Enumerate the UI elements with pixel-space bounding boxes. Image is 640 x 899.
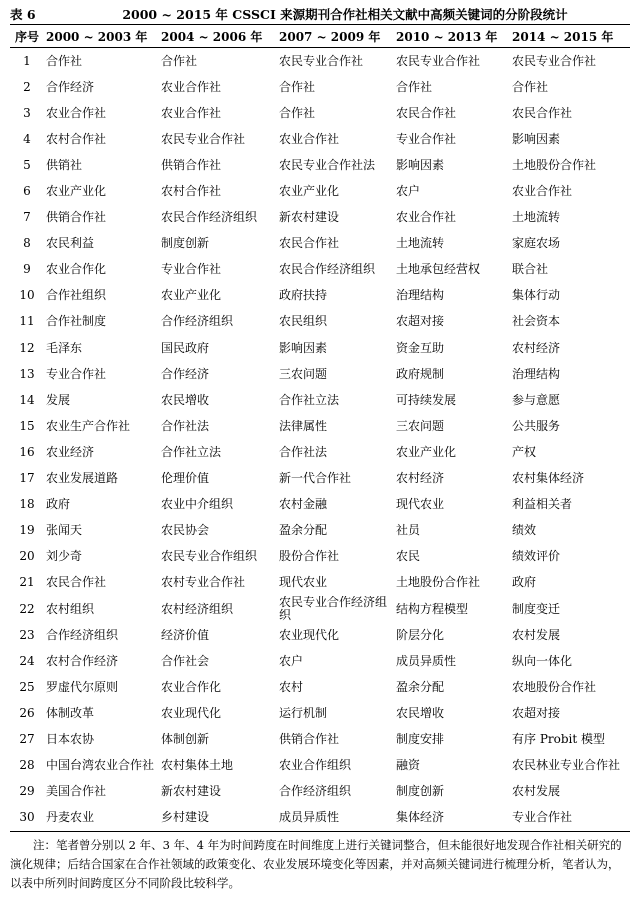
keyword-cell: 合作经济组织 [279,784,352,799]
keyword-cell: 农村发展 [512,784,561,799]
keyword-cell: 盈余分配 [279,523,328,538]
table-row [10,231,630,257]
keyword-cell: 农民专业合作社 [161,131,246,146]
keyword-cell: 可持续发展 [396,392,457,407]
keyword-cell: 土地股份合作社 [512,157,597,172]
keyword-cell: 影响因素 [279,340,328,355]
table-row [10,335,630,361]
keyword-cell: 纵向一体化 [512,653,573,668]
column-header-index: 序号 [10,25,44,48]
keyword-cell: 合作社 [279,79,316,94]
row-index-cell: 26 [19,705,35,720]
keyword-cell: 绩效 [512,523,537,538]
row-index-cell: 16 [19,444,35,459]
keyword-cell: 农业合作化 [46,262,107,277]
table-row [10,309,630,335]
keyword-cell: 农户 [279,653,304,668]
header-row [10,25,630,48]
row-index-cell: 7 [23,210,31,225]
keyword-cell: 农超对接 [512,705,561,720]
table-row [10,596,630,622]
keyword-cell: 农村集体土地 [161,758,234,773]
keyword-cell: 供销社 [46,157,83,172]
keyword-cell: 股份合作社 [279,549,340,564]
keyword-cell: 现代农业 [279,575,328,590]
keyword-cell: 农民增收 [161,392,210,407]
keyword-cell: 农民合作社 [396,105,457,120]
table-row [10,152,630,178]
row-index-cell: 27 [19,731,35,746]
keyword-cell: 制度安排 [396,731,445,746]
row-index-cell: 11 [19,314,35,329]
table-row [10,805,630,832]
keyword-cell: 农村合作社 [46,131,107,146]
keyword-cell: 农村集体经济 [512,471,585,486]
keyword-cell: 家庭农场 [512,236,561,251]
keyword-cell: 农民林业专业合作社 [512,758,621,773]
table-row [10,178,630,204]
keyword-cell: 合作社会 [161,653,210,668]
table-body [10,48,630,832]
keyword-cell: 成员异质性 [279,810,340,825]
row-index-cell: 25 [19,679,35,694]
keyword-cell: 农业合作社 [161,105,222,120]
keyword-cell: 农民专业合作社 [279,53,364,68]
table-row [10,674,630,700]
row-index-cell: 19 [19,523,35,538]
keyword-cell: 农村金融 [279,497,328,512]
keyword-cell: 农业发展道路 [46,471,119,486]
keyword-cell: 农业合作社 [161,79,222,94]
keyword-cell: 农业合作社 [512,184,573,199]
row-index-cell: 6 [23,184,31,199]
column-header-2004-2006: 2004 ~ 2006 年 [159,25,277,48]
keyword-cell: 丹麦农业 [46,810,95,825]
keyword-cell: 合作社法 [279,444,328,459]
keyword-cell: 农民协会 [161,523,210,538]
row-index-cell: 9 [23,262,31,277]
keyword-cell: 日本农协 [46,731,95,746]
keyword-cell: 合作经济组织 [161,314,234,329]
row-index-cell: 8 [23,236,31,251]
table-row [10,387,630,413]
keyword-cell: 土地股份合作社 [396,575,481,590]
row-index-cell: 12 [19,340,35,355]
row-index-cell: 2 [23,79,31,94]
keyword-cell: 农村合作社 [161,184,222,199]
row-index-cell: 29 [19,784,35,799]
keyword-cell: 刘少奇 [46,549,83,564]
table-title: 2000 ~ 2015 年 CSSCI 来源期刊合作社相关文献中高频关键词的分阶段统计 [122,7,568,22]
table-row [10,257,630,283]
table-row [10,74,630,100]
table-row [10,492,630,518]
keyword-cell: 农村经济 [396,471,445,486]
table-row [10,413,630,439]
keyword-cell: 农村组织 [46,601,95,616]
keyword-cell: 合作社 [512,79,549,94]
keyword-cell: 公共服务 [512,418,561,433]
row-index-cell: 17 [19,471,35,486]
keyword-cell: 运行机制 [279,705,328,720]
keyword-cell: 社员 [396,523,421,538]
row-index-cell: 10 [19,288,35,303]
table-row [10,779,630,805]
row-index-cell: 22 [19,601,35,616]
keyword-cell: 农民专业合作组织 [161,549,258,564]
keyword-cell: 毛泽东 [46,340,83,355]
keyword-cell: 农业现代化 [279,627,340,642]
keyword-cell: 专业合作社 [46,366,107,381]
keyword-cell: 合作社 [161,53,198,68]
row-index-cell: 13 [19,366,35,381]
keyword-cell: 农业中介组织 [161,497,234,512]
keyword-cell: 农户 [396,184,421,199]
keyword-cell: 合作社 [279,105,316,120]
keyword-cell: 农民专业合作经济组织 [279,595,388,623]
row-index-cell: 14 [19,392,35,407]
keyword-cell: 张闻天 [46,523,83,538]
keyword-cell: 土地流转 [512,210,561,225]
keyword-cell: 农业合作社 [279,131,340,146]
keyword-cell: 农民利益 [46,236,95,251]
keyword-cell: 农村合作经济 [46,653,119,668]
row-index-cell: 1 [23,53,31,68]
keyword-cell: 利益相关者 [512,497,573,512]
keyword-cell: 治理结构 [512,366,561,381]
table-row [10,361,630,387]
keyword-table [10,24,630,832]
table-row [10,753,630,779]
row-index-cell: 24 [19,653,35,668]
keyword-cell: 合作社法 [161,418,210,433]
keyword-cell: 农民组织 [279,314,328,329]
keyword-cell: 成员异质性 [396,653,457,668]
keyword-cell: 有序 Probit 模型 [512,731,606,746]
keyword-cell: 新农村建设 [279,210,340,225]
keyword-cell: 治理结构 [396,288,445,303]
row-index-cell: 18 [19,497,35,512]
keyword-cell: 影响因素 [512,131,561,146]
keyword-cell: 参与意愿 [512,392,561,407]
keyword-cell: 影响因素 [396,157,445,172]
table-row [10,100,630,126]
table-row [10,518,630,544]
keyword-cell: 农村经济 [512,340,561,355]
keyword-cell: 农地股份合作社 [512,679,597,694]
keyword-cell: 农业产业化 [46,184,107,199]
keyword-cell: 合作社 [396,79,433,94]
keyword-cell: 农民合作社 [512,105,573,120]
row-index-cell: 30 [19,810,35,825]
keyword-cell: 供销合作社 [46,210,107,225]
keyword-cell: 农村专业合作社 [161,575,246,590]
keyword-cell: 农业合作社 [396,210,457,225]
keyword-cell: 政府 [512,575,537,590]
keyword-cell: 体制创新 [161,731,210,746]
keyword-cell: 农业现代化 [161,705,222,720]
keyword-cell: 绩效评价 [512,549,561,564]
keyword-cell: 土地流转 [396,236,445,251]
keyword-cell: 农民合作社 [46,575,107,590]
keyword-cell: 乡村建设 [161,810,210,825]
keyword-cell: 农村经济组织 [161,601,234,616]
row-index-cell: 5 [23,157,31,172]
column-header-2000-2003: 2000 ~ 2003 年 [44,25,159,48]
keyword-cell: 专业合作社 [396,131,457,146]
column-header-2007-2009: 2007 ~ 2009 年 [277,25,394,48]
keyword-cell: 农民 [396,549,421,564]
keyword-cell: 合作社制度 [46,314,107,329]
table-row [10,544,630,570]
keyword-cell: 集体行动 [512,288,561,303]
keyword-cell: 土地承包经营权 [396,262,481,277]
keyword-cell: 专业合作社 [161,262,222,277]
keyword-cell: 罗虚代尔原则 [46,679,119,694]
table-row [10,48,630,75]
keyword-cell: 农业生产合作社 [46,418,131,433]
keyword-cell: 农村 [279,679,304,694]
table-row [10,126,630,152]
keyword-cell: 新农村建设 [161,784,222,799]
keyword-cell: 制度变迁 [512,601,561,616]
keyword-cell: 资金互助 [396,340,445,355]
keyword-cell: 农民合作社 [279,236,340,251]
row-index-cell: 15 [19,418,35,433]
keyword-cell: 合作经济组织 [46,627,119,642]
keyword-cell: 专业合作社 [512,810,573,825]
keyword-cell: 农业合作组织 [279,758,352,773]
keyword-cell: 合作社立法 [279,392,340,407]
keyword-cell: 集体经济 [396,810,445,825]
keyword-cell: 新一代合作社 [279,471,352,486]
keyword-cell: 合作社 [46,53,83,68]
keyword-cell: 农业产业化 [161,288,222,303]
table-row [10,283,630,309]
keyword-cell: 农业合作社 [46,105,107,120]
keyword-cell: 产权 [512,444,537,459]
keyword-cell: 农民专业合作社 [512,53,597,68]
row-index-cell: 20 [19,549,35,564]
row-index-cell: 23 [19,627,35,642]
keyword-cell: 制度创新 [161,236,210,251]
keyword-cell: 农村发展 [512,627,561,642]
keyword-cell: 农民专业合作社法 [279,157,376,172]
keyword-cell: 供销合作社 [279,731,340,746]
keyword-cell: 伦理价值 [161,471,210,486]
row-index-cell: 4 [23,131,31,146]
keyword-cell: 合作社立法 [161,444,222,459]
row-index-cell: 3 [23,105,31,120]
keyword-cell: 农超对接 [396,314,445,329]
keyword-cell: 政府 [46,497,71,512]
keyword-cell: 合作经济 [46,79,95,94]
keyword-cell: 农业合作化 [161,679,222,694]
keyword-cell: 融资 [396,758,421,773]
keyword-cell: 供销合作社 [161,157,222,172]
keyword-cell: 法律属性 [279,418,328,433]
table-row [10,205,630,231]
keyword-cell: 美国合作社 [46,784,107,799]
table-note: 注：笔者曾分别以 2 年、3 年、4 年为时间跨度在时间维度上进行关键词整合，但未能很好地发现合作社相关研究的演化规律；后结合国家在合作社领域的政策变化、农业发展环境变化等因素，并对高频关键词进行梳理分析，笔者认为，以表中所列时间跨度区分不同阶段比较科学。 [10,838,622,890]
column-header-2010-2013: 2010 ~ 2013 年 [394,25,510,48]
table-row [10,570,630,596]
row-index-cell: 28 [19,758,35,773]
table-row [10,622,630,648]
keyword-cell: 发展 [46,392,71,407]
row-index-cell: 21 [19,575,35,590]
table-row [10,439,630,465]
keyword-cell: 农业产业化 [279,184,340,199]
keyword-cell: 三农问题 [279,366,328,381]
keyword-cell: 盈余分配 [396,679,445,694]
keyword-cell: 政府扶持 [279,288,328,303]
keyword-cell: 农业产业化 [396,444,457,459]
keyword-cell: 国民政府 [161,340,210,355]
keyword-cell: 中国台湾农业合作社 [46,758,155,773]
keyword-cell: 制度创新 [396,784,445,799]
keyword-cell: 社会资本 [512,314,561,329]
keyword-cell: 结构方程模型 [396,601,469,616]
keyword-cell: 农民增收 [396,705,445,720]
column-header-2014-2015: 2014 ~ 2015 年 [510,25,630,48]
table-caption [10,3,630,25]
keyword-cell: 现代农业 [396,497,445,512]
keyword-cell: 联合社 [512,262,549,277]
keyword-cell: 经济价值 [161,627,210,642]
keyword-cell: 政府规制 [396,366,445,381]
keyword-cell: 体制改革 [46,705,95,720]
keyword-cell: 农民合作经济组织 [279,262,376,277]
table-label: 表 6 [10,7,36,22]
keyword-cell: 合作社组织 [46,288,107,303]
keyword-cell: 农民合作经济组织 [161,210,258,225]
table-row [10,700,630,726]
keyword-cell: 农民专业合作社 [396,53,481,68]
keyword-cell: 合作经济 [161,366,210,381]
table-row [10,726,630,752]
keyword-cell: 阶层分化 [396,627,445,642]
table-row [10,466,630,492]
keyword-cell: 三农问题 [396,418,445,433]
table-row [10,648,630,674]
keyword-cell: 农业经济 [46,444,95,459]
